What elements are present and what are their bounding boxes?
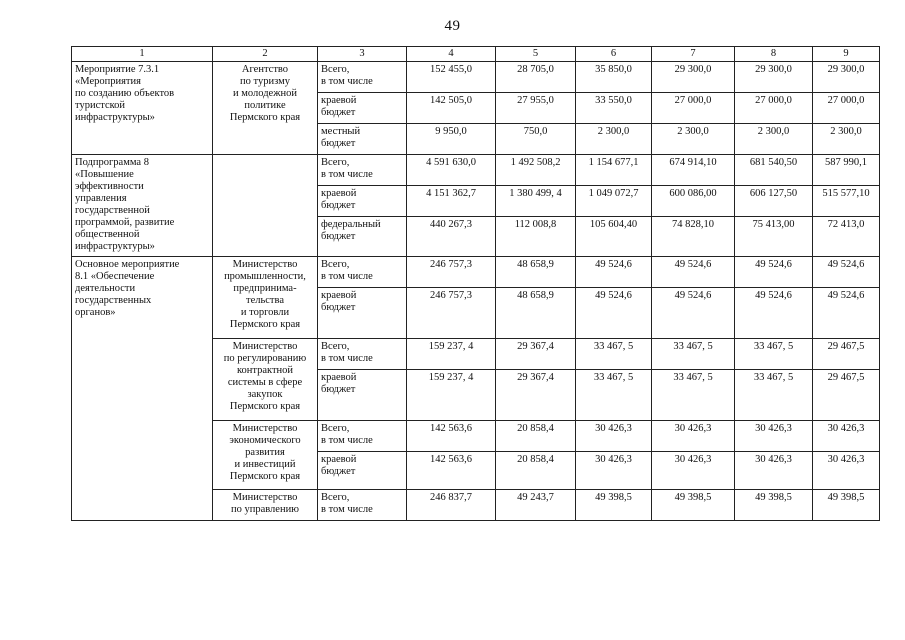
funding-source-cell: краевой бюджет bbox=[318, 370, 407, 421]
amount-cell: 33 467, 5 bbox=[652, 339, 735, 370]
amount-cell: 28 705,0 bbox=[496, 62, 576, 93]
amount-cell: 1 049 072,7 bbox=[576, 186, 652, 217]
funding-source-cell: краевой бюджет bbox=[318, 93, 407, 124]
amount-cell: 30 426,3 bbox=[576, 452, 652, 490]
amount-cell: 9 950,0 bbox=[407, 124, 496, 155]
executor-cell bbox=[213, 155, 318, 257]
amount-cell: 587 990,1 bbox=[813, 155, 880, 186]
amount-cell: 246 757,3 bbox=[407, 257, 496, 288]
amount-cell: 600 086,00 bbox=[652, 186, 735, 217]
amount-cell: 49 524,6 bbox=[652, 257, 735, 288]
amount-cell: 750,0 bbox=[496, 124, 576, 155]
funding-source-cell: краевой бюджет bbox=[318, 186, 407, 217]
amount-cell: 29 300,0 bbox=[735, 62, 813, 93]
amount-cell: 2 300,0 bbox=[576, 124, 652, 155]
activity-name-cell: Мероприятие 7.3.1 «Мероприятия по созданию объектов туристской инфраструктуры» bbox=[72, 62, 213, 155]
funding-source-cell: краевой бюджет bbox=[318, 452, 407, 490]
executor-cell: Министерство по регулированию контрактной системы в сфере закупок Пермского края bbox=[213, 339, 318, 421]
amount-cell: 29 467,5 bbox=[813, 339, 880, 370]
amount-cell: 30 426,3 bbox=[735, 421, 813, 452]
amount-cell: 49 524,6 bbox=[813, 288, 880, 339]
amount-cell: 49 524,6 bbox=[576, 257, 652, 288]
funding-source-cell: Всего, в том числе bbox=[318, 490, 407, 521]
amount-cell: 30 426,3 bbox=[652, 452, 735, 490]
funding-source-cell: местный бюджет bbox=[318, 124, 407, 155]
amount-cell: 4 151 362,7 bbox=[407, 186, 496, 217]
column-header: 1 bbox=[72, 47, 213, 62]
activity-name-cell: Подпрограмма 8 «Повышение эффективности управления государственной программой, развитие общественной инфраструктуры» bbox=[72, 155, 213, 257]
amount-cell: 33 467, 5 bbox=[576, 370, 652, 421]
amount-cell: 1 380 499, 4 bbox=[496, 186, 576, 217]
column-header: 3 bbox=[318, 47, 407, 62]
amount-cell: 33 467, 5 bbox=[735, 339, 813, 370]
amount-cell: 72 413,0 bbox=[813, 217, 880, 257]
amount-cell: 674 914,10 bbox=[652, 155, 735, 186]
amount-cell: 33 550,0 bbox=[576, 93, 652, 124]
amount-cell: 49 398,5 bbox=[735, 490, 813, 521]
amount-cell: 29 300,0 bbox=[813, 62, 880, 93]
amount-cell: 49 524,6 bbox=[576, 288, 652, 339]
funding-source-cell: федеральный бюджет bbox=[318, 217, 407, 257]
table-body bbox=[72, 62, 880, 521]
amount-cell: 606 127,50 bbox=[735, 186, 813, 217]
amount-cell: 4 591 630,0 bbox=[407, 155, 496, 186]
amount-cell: 29 367,4 bbox=[496, 370, 576, 421]
amount-cell: 159 237, 4 bbox=[407, 370, 496, 421]
amount-cell: 27 000,0 bbox=[735, 93, 813, 124]
amount-cell: 48 658,9 bbox=[496, 288, 576, 339]
amount-cell: 49 398,5 bbox=[576, 490, 652, 521]
amount-cell: 49 524,6 bbox=[735, 288, 813, 339]
amount-cell: 27 000,0 bbox=[652, 93, 735, 124]
amount-cell: 30 426,3 bbox=[735, 452, 813, 490]
table-row bbox=[72, 155, 880, 186]
amount-cell: 142 563,6 bbox=[407, 452, 496, 490]
amount-cell: 2 300,0 bbox=[735, 124, 813, 155]
column-header: 4 bbox=[407, 47, 496, 62]
executor-cell: Министерство экономического развития и инвестиций Пермского края bbox=[213, 421, 318, 490]
amount-cell: 515 577,10 bbox=[813, 186, 880, 217]
amount-cell: 681 540,50 bbox=[735, 155, 813, 186]
column-header: 9 bbox=[813, 47, 880, 62]
amount-cell: 29 467,5 bbox=[813, 370, 880, 421]
executor-cell: Министерство по управлению bbox=[213, 490, 318, 521]
amount-cell: 2 300,0 bbox=[813, 124, 880, 155]
amount-cell: 49 524,6 bbox=[813, 257, 880, 288]
amount-cell: 1 492 508,2 bbox=[496, 155, 576, 186]
amount-cell: 142 563,6 bbox=[407, 421, 496, 452]
amount-cell: 30 426,3 bbox=[576, 421, 652, 452]
column-header: 8 bbox=[735, 47, 813, 62]
amount-cell: 20 858,4 bbox=[496, 421, 576, 452]
column-number-row bbox=[72, 47, 880, 62]
amount-cell: 159 237, 4 bbox=[407, 339, 496, 370]
amount-cell: 49 398,5 bbox=[813, 490, 880, 521]
amount-cell: 35 850,0 bbox=[576, 62, 652, 93]
amount-cell: 152 455,0 bbox=[407, 62, 496, 93]
amount-cell: 33 467, 5 bbox=[735, 370, 813, 421]
amount-cell: 30 426,3 bbox=[652, 421, 735, 452]
amount-cell: 49 398,5 bbox=[652, 490, 735, 521]
table-row bbox=[72, 257, 880, 288]
column-header: 5 bbox=[496, 47, 576, 62]
amount-cell: 75 413,00 bbox=[735, 217, 813, 257]
funding-source-cell: Всего, в том числе bbox=[318, 257, 407, 288]
amount-cell: 29 300,0 bbox=[652, 62, 735, 93]
amount-cell: 49 524,6 bbox=[735, 257, 813, 288]
amount-cell: 30 426,3 bbox=[813, 421, 880, 452]
funding-source-cell: Всего, в том числе bbox=[318, 62, 407, 93]
amount-cell: 33 467, 5 bbox=[652, 370, 735, 421]
amount-cell: 33 467, 5 bbox=[576, 339, 652, 370]
amount-cell: 440 267,3 bbox=[407, 217, 496, 257]
page-number: 49 bbox=[444, 18, 461, 34]
amount-cell: 142 505,0 bbox=[407, 93, 496, 124]
column-header: 6 bbox=[576, 47, 652, 62]
amount-cell: 2 300,0 bbox=[652, 124, 735, 155]
amount-cell: 105 604,40 bbox=[576, 217, 652, 257]
activity-name-cell: Основное мероприятие 8.1 «Обеспечение деятельности государственных органов» bbox=[72, 257, 213, 521]
amount-cell: 74 828,10 bbox=[652, 217, 735, 257]
amount-cell: 30 426,3 bbox=[813, 452, 880, 490]
amount-cell: 1 154 677,1 bbox=[576, 155, 652, 186]
amount-cell: 27 000,0 bbox=[813, 93, 880, 124]
funding-source-cell: Всего, в том числе bbox=[318, 339, 407, 370]
funding-source-cell: Всего, в том числе bbox=[318, 155, 407, 186]
amount-cell: 20 858,4 bbox=[496, 452, 576, 490]
amount-cell: 246 757,3 bbox=[407, 288, 496, 339]
budget-table bbox=[71, 46, 880, 521]
amount-cell: 48 658,9 bbox=[496, 257, 576, 288]
column-header: 2 bbox=[213, 47, 318, 62]
executor-cell: Агентство по туризму и молодежной политике Пермского края bbox=[213, 62, 318, 155]
amount-cell: 27 955,0 bbox=[496, 93, 576, 124]
column-header: 7 bbox=[652, 47, 735, 62]
table-row bbox=[72, 62, 880, 93]
amount-cell: 112 008,8 bbox=[496, 217, 576, 257]
amount-cell: 49 243,7 bbox=[496, 490, 576, 521]
amount-cell: 246 837,7 bbox=[407, 490, 496, 521]
executor-cell: Министерство промышленности, предпринима- тельства и торговли Пермского края bbox=[213, 257, 318, 339]
funding-source-cell: Всего, в том числе bbox=[318, 421, 407, 452]
amount-cell: 29 367,4 bbox=[496, 339, 576, 370]
amount-cell: 49 524,6 bbox=[652, 288, 735, 339]
funding-source-cell: краевой бюджет bbox=[318, 288, 407, 339]
